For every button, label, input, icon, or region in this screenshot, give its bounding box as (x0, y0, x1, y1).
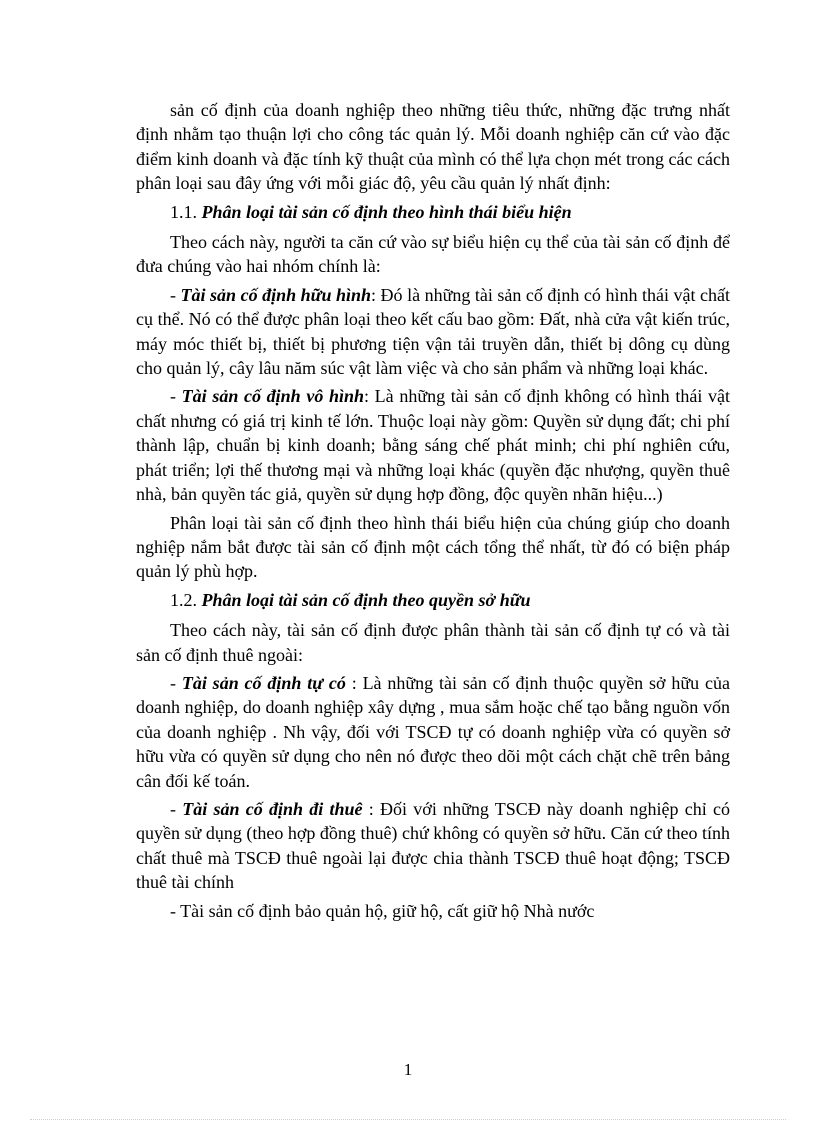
paragraph-custody-assets: - Tài sản cố định bảo quản hộ, giữ hộ, cất giữ hộ Nhà nước (170, 900, 595, 921)
footer-divider (30, 1119, 786, 1120)
heading-title: Phân loại tài sản cố định theo hình thái biểu hiện (201, 201, 572, 222)
term-intangible: Tài sản cố định vô hình (181, 386, 365, 407)
paragraph-intangible-assets (136, 384, 730, 506)
section-heading-1-2 (136, 588, 730, 612)
heading-title: Phân loại tài sản cố định theo quyền sở hữu (201, 589, 531, 610)
paragraph-classification-form: Theo cách này, người ta căn cứ vào sự biểu hiện cụ thể của tài sản cố định để đưa chúng vào hai nhóm chính là: (136, 232, 730, 277)
dash: - (170, 386, 182, 407)
dash: - (170, 798, 183, 819)
paragraph-tangible-assets (136, 283, 730, 381)
definition-text: : Là những tài sản cố định không có hình thái vật chất nhưng có giá trị kinh tế lớn. Thuộc loại này gồm: Quyền sử dụng đất; chi phí thành lập, chuẩn bị kinh doanh; bằng sáng chế phát minh; chi phí nghiên cứu, phát triển; lợi thế thương mại và những loại khác (quyền đặc nhượng, quyền thuê nhà, bản quyền tác giả, quyền sử dụng hợp đồng, độc quyền nhãn hiệu...) (136, 386, 730, 505)
dash: - (170, 672, 182, 693)
paragraph-intro: sản cố định của doanh nghiệp theo những tiêu thức, những đặc trưng nhất định nhằm tạo thuận lợi cho công tác quản lý. Mỗi doanh nghiệp căn cứ vào đặc điểm kinh doanh và đặc tính kỹ thuật của mình có thể lựa chọn mét trong các cách phân loại sau đây ứng với mỗi giác độ, yêu cầu quản lý nhất định: (136, 100, 730, 194)
document-page (136, 98, 730, 927)
paragraph-owned-assets (136, 671, 730, 793)
heading-number: 1.2. (170, 589, 202, 610)
paragraph-form-summary: Phân loại tài sản cố định theo hình thái biểu hiện của chúng giúp cho doanh nghiệp nắm bắt được tài sản cố định một cách tổng thể nhất, từ đó có biện pháp quản lý phù hợp. (136, 512, 730, 582)
definition-text: : Là những tài sản cố định thuộc quyền sở hữu của doanh nghiệp, do doanh nghiệp xây dựng , mua sắm hoặc chế tạo bằng nguồn vốn của doanh nghiệp . Nh vậy, đối với TSCĐ tự có doanh nghiệp vừa có quyền sở hữu vừa có quyền sử dụng cho nên nó được theo dõi một cách chặt chẽ trên bảng cân đối kế toán. (136, 672, 730, 791)
term-owned: Tài sản cố định tự có (181, 672, 346, 693)
dash: - (170, 284, 181, 305)
definition-text: : Đối với những TSCĐ này doanh nghiệp chỉ có quyền sử dụng (theo hợp đồng thuê) chứ không có quyền sở hữu. Căn cứ theo tính chất thuê mà TSCĐ thuê ngoài lại được chia thành TSCĐ thuê hoạt động; TSCĐ thuê tài chính (136, 798, 730, 893)
paragraph-leased-assets (136, 797, 730, 895)
term-tangible: Tài sản cố định hữu hình (180, 284, 372, 305)
term-leased: Tài sản cố định đi thuê (182, 798, 363, 819)
paragraph-classification-ownership: Theo cách này, tài sản cố định được phân thành tài sản cố định tự có và tài sản cố định thuê ngoài: (136, 620, 730, 665)
section-heading-1-1 (136, 200, 730, 224)
page-number: 1 (403, 1060, 413, 1079)
heading-number: 1.1. (170, 201, 202, 222)
definition-text: : Đó là những tài sản cố định có hình thái vật chất cụ thể. Nó có thể được phân loại theo kết cấu bao gồm: Đất, nhà cửa vật kiến trúc, máy móc thiết bị, thiết bị phương tiện vận tải truyền dẫn, thiết bị dông cụ dùng cho quản lý, cây lâu năm súc vật làm việc và cho sản phẩm và những loại khác. (136, 284, 730, 379)
